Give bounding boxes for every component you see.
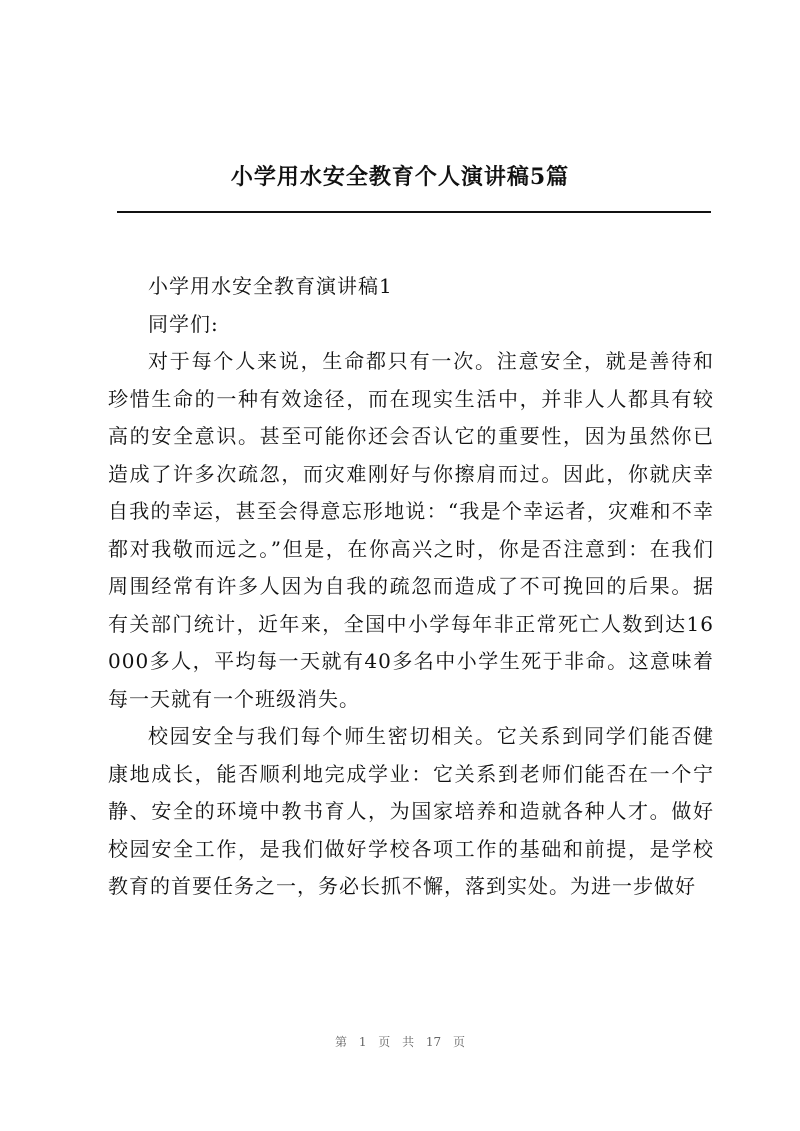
page-number-footer: 第 1 页 共 17 页: [335, 1035, 465, 1049]
title-underline: [117, 211, 711, 213]
speech-heading: 小学用水安全教育演讲稿1: [148, 274, 393, 298]
body-paragraph: 校园安全与我们每个师生密切相关。它关系到同学们能否健康地成长，能否顺利地完成学业：它关系到老师们能否在一个宁静、安全的环境中教书育人，为国家培养和造就各种人才。做好校园安全工作，是我们做好学校各项工作的基础和前提，是学校教育的首要任务之一，务必长抓不懈，落到实处。为进一步做好: [108, 724, 714, 898]
document-title: 小学用水安全教育个人演讲稿5篇: [230, 164, 570, 190]
body-paragraph: 对于每个人来说，生命都只有一次。注意安全，就是善待和珍惜生命的一种有效途径，而在现实生活中，并非人人都具有较高的安全意识。甚至可能你还会否认它的重要性，因为虽然你已造成了许多次疏忽，而灾难刚好与你擦肩而过。因此，你就庆幸自我的幸运，甚至会得意忘形地说：“我是个幸运者，灾难和不幸都对我敬而远之。”但是，在你高兴之时，你是否注意到：在我们周围经常有许多人因为自我的疏忽而造成了不可挽回的后果。据有关部门统计，近年来，全国中小学每年非正常死亡人数到达16000多人，平均每一天就有40多名中小学生死于非命。这意味着每一天就有一个班级消失。: [108, 349, 714, 711]
salutation: 同学们:: [148, 311, 219, 336]
document-body: [108, 268, 714, 906]
